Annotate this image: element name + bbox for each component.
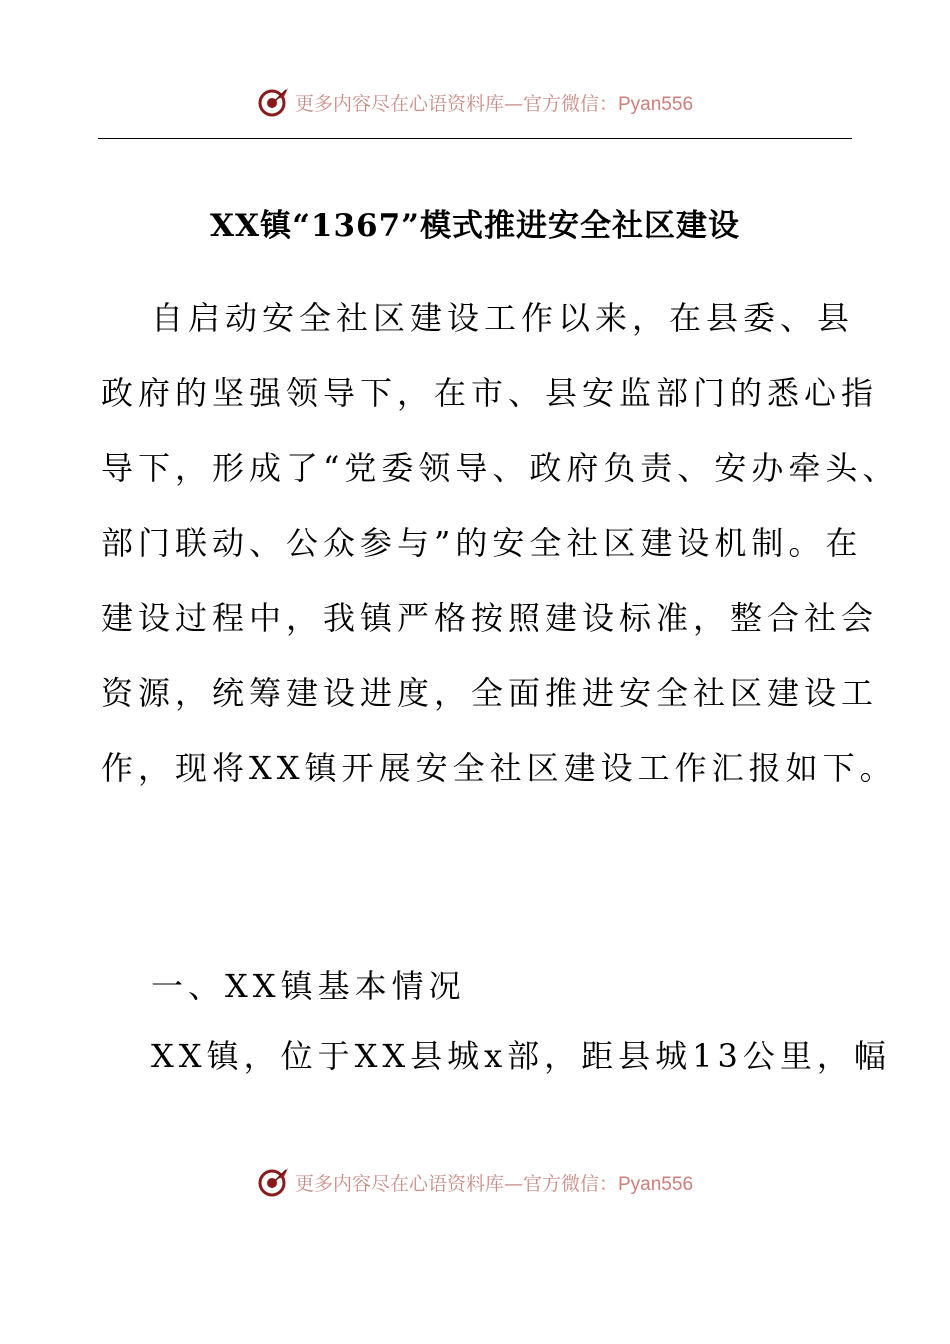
- paragraph-line: 自启动安全社区建设工作以来，在县委、县: [151, 299, 855, 337]
- paragraph-line: XX镇，位于XX县城x部，距县城13公里，幅: [151, 1037, 891, 1075]
- paragraph-line: 政府的坚强领导下，在市、县安监部门的悉心指: [101, 374, 879, 412]
- document-title: XX镇“1367”模式推进安全社区建设: [209, 208, 741, 244]
- paragraph-line: 部门联动、公众参与”的安全社区建设机制。在: [101, 524, 863, 562]
- paragraph-line: 资源，统筹建设进度，全面推进安全社区建设工: [101, 674, 879, 712]
- paragraph-line: 建设过程中，我镇严格按照建设标准，整合社会: [101, 599, 879, 637]
- paragraph-line: 导下，形成了“党委领导、政府负责、安办牵头、: [101, 449, 900, 487]
- paragraph-line: 作，现将XX镇开展安全社区建设工作汇报如下。: [101, 749, 897, 787]
- footer-banner: [0, 1162, 950, 1202]
- footer-banner-text: 更多内容尽在心语资料库—官方微信：Pyan556: [294, 1172, 694, 1195]
- header-banner: [0, 82, 950, 122]
- quill-logo-icon: [257, 1165, 291, 1199]
- header-banner-text: 更多内容尽在心语资料库—官方微信：Pyan556: [294, 92, 694, 115]
- section-heading: 一、XX镇基本情况: [151, 967, 466, 1005]
- header-divider: [98, 138, 852, 139]
- quill-logo-icon: [257, 85, 291, 119]
